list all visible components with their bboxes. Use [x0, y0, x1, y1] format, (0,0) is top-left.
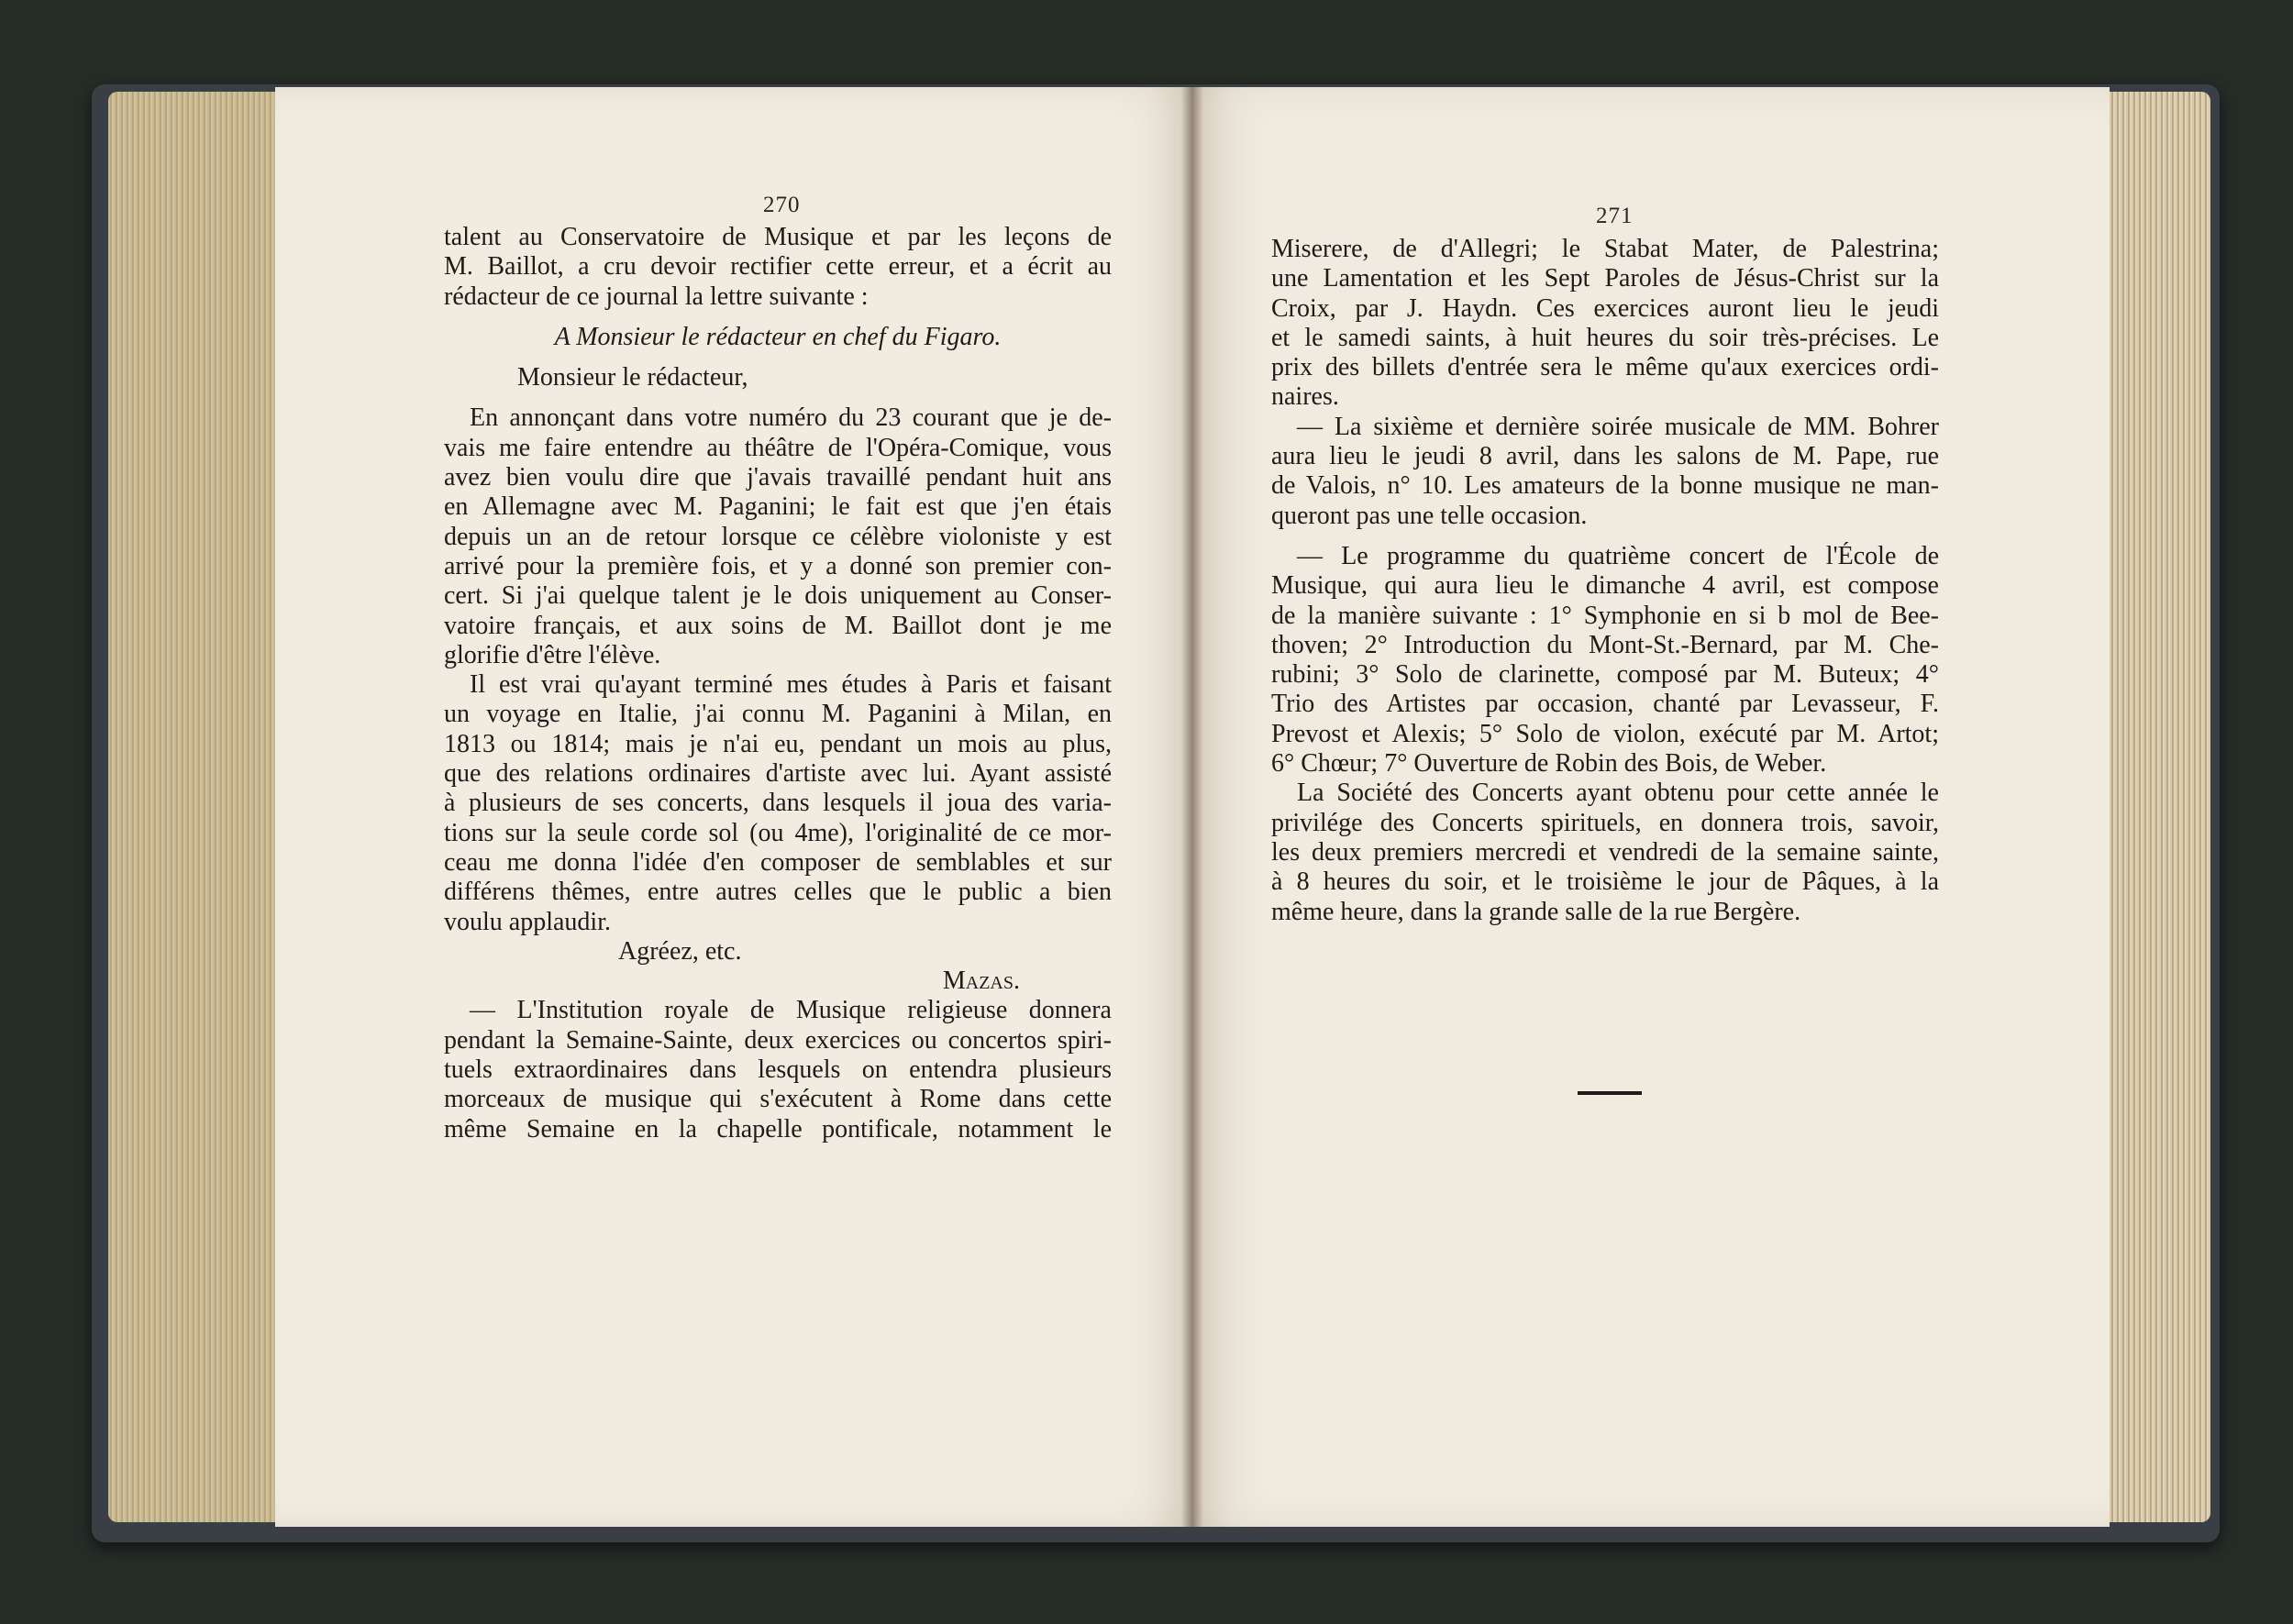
text-line: aura lieu le jeudi 8 avril, dans les salons de M. Pape, rue [1271, 442, 1939, 471]
text-line: glorifie d'être l'élève. [444, 640, 661, 669]
text-line: de Valois, n° 10. Les amateurs de la bonne musique ne man- [1271, 471, 1939, 501]
left-page-body [444, 223, 1112, 1144]
text-line: pendant la Semaine-Sainte, deux exercices ou concertos spiri- [444, 1025, 1112, 1055]
text-line: vais me faire entendre au théâtre de l'Opéra-Comique, vous [444, 433, 1112, 462]
text-line: de la manière suivante : 1° Symphonie en si b mol de Bee- [1271, 601, 1939, 630]
right-page-edges [2110, 92, 2210, 1522]
text-line: — La sixième et dernière soirée musicale de MM. Bohrer [1297, 412, 1939, 441]
text-line: en Allemagne avec M. Paganini; le fait est que j'en étais [444, 492, 1112, 522]
text-line: tions sur la seule corde sol (ou 4me), l'originalité de ce mor- [444, 818, 1112, 847]
text-line: une Lamentation et les Sept Paroles de Jésus-Christ sur la [1271, 264, 1939, 293]
text-line: queront pas une telle occasion. [1271, 501, 1588, 530]
text-line: même heure, dans la grande salle de la rue Bergère. [1271, 897, 1801, 926]
text-line: thoven; 2° Introduction du Mont-St.-Bernard, par M. Che- [1271, 630, 1939, 659]
text-line: 1813 ou 1814; mais je n'ai eu, pendant un mois au plus, [444, 729, 1112, 758]
text-line: même Semaine en la chapelle pontificale, notamment le [444, 1114, 1112, 1143]
text-line: Miserere, de d'Allegri; le Stabat Mater, de Palestrina; [1271, 235, 1939, 263]
text-line: vatoire français, et aux soins de M. Baillot dont je me [444, 611, 1112, 640]
text-line: un voyage en Italie, j'ai connu M. Paganini à Milan, en [444, 700, 1112, 729]
text-line: M. Baillot, a cru devoir rectifier cette erreur, et a écrit au [444, 252, 1112, 282]
text-line: — L'Institution royale de Musique religieuse donnera [470, 996, 1112, 1025]
text-line: talent au Conservatoire de Musique et par les leçons de [444, 223, 1112, 251]
text-line: naires. [1271, 382, 1339, 412]
right-page-body [1271, 235, 1939, 927]
text-line: que des relations ordinaires d'artiste avec lui. Ayant assisté [444, 759, 1112, 789]
text-line: Croix, par J. Haydn. Ces exercices auront lieu le jeudi [1271, 293, 1939, 323]
text-line: cert. Si j'ai quelque talent je le dois uniquement au Conser- [444, 581, 1112, 611]
text-line: les deux premiers mercredi et vendredi de la semaine sainte, [1271, 837, 1939, 867]
text-line: Prevost et Alexis; 5° Solo de violon, exécuté par M. Artot; [1271, 719, 1939, 748]
text-line: ceau me donna l'idée d'en composer de semblables et sur [444, 847, 1112, 877]
text-line: privilége des Concerts spirituels, en donnera trois, savoir, [1271, 808, 1939, 837]
text-line: avez bien voulu dire que j'avais travaillé pendant huit ans [444, 463, 1112, 492]
text-line: différens thêmes, entre autres celles que le public a bien [444, 878, 1112, 907]
text-line: depuis un an de retour lorsque ce célèbre violoniste y est [444, 522, 1112, 551]
left-page-number: 270 [763, 193, 801, 217]
text-line: 6° Chœur; 7° Ouverture de Robin des Bois, de Weber. [1271, 749, 1827, 779]
text-line: Trio des Artistes par occasion, chanté par Levasseur, F. [1271, 690, 1939, 719]
text-line: rédacteur de ce journal la lettre suivante : [444, 282, 869, 311]
signature: Mazas. [942, 967, 1020, 996]
text-line: rubini; 3° Solo de clarinette, composé par M. Buteux; 4° [1271, 660, 1939, 690]
text-line: En annonçant dans votre numéro du 23 courant que je de- [470, 403, 1112, 433]
closing: Agréez, etc. [618, 936, 742, 966]
text-line: Musique, qui aura lieu le dimanche 4 avril, est compose [1271, 571, 1939, 601]
text-line: à plusieurs de ses concerts, dans lesquels il joua des varia- [444, 789, 1112, 818]
right-page-number: 271 [1596, 204, 1634, 228]
section-rule [1578, 1091, 1642, 1095]
text-line: arrivé pour la première fois, et y a donné son premier con- [444, 551, 1112, 580]
text-line: et le samedi saints, à huit heures du soir très-précises. Le [1271, 323, 1939, 352]
text-line: à 8 heures du soir, et le troisième le jour de Pâques, à la [1271, 867, 1939, 897]
text-line: — Le programme du quatrième concert de l'École de [1297, 541, 1939, 570]
text-line: tuels extraordinaires dans lesquels on entendra plusieurs [444, 1055, 1112, 1085]
left-page-edges [108, 92, 282, 1522]
text-line: voulu applaudir. [444, 907, 611, 936]
text-line: La Société des Concerts ayant obtenu pour cette année le [1297, 779, 1939, 808]
book-gutter [1181, 87, 1203, 1527]
salutation: Monsieur le rédacteur, [517, 363, 748, 392]
text-line: morceaux de musique qui s'exécutent à Rome dans cette [444, 1085, 1112, 1114]
text-line: Il est vrai qu'ayant terminé mes études à Paris et faisant [470, 670, 1112, 700]
letter-heading: A Monsieur le rédacteur en chef du Figaro. [554, 322, 1002, 351]
text-line: prix des billets d'entrée sera le même qu'aux exercices ordi- [1271, 353, 1939, 382]
